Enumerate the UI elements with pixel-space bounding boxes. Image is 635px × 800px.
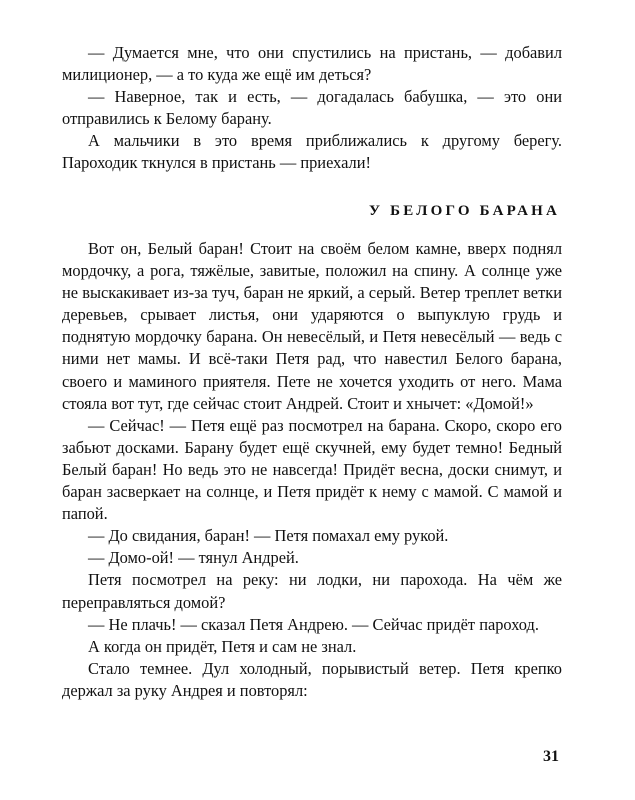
paragraph: Вот он, Белый баран! Стоит на своём белом камне, вверх поднял мордочку, а рога, тяжёлые, завитые, положил на спину. А солнце уже не выскакивает из-за туч, баран не яркий, а серый. Ветер треплет ветки деревьев, срывает листья, они ударяются о выпуклую грудь и поднятую мордочку барана. Он невесёлый, и Петя невесёлый — ведь с ними нет мамы. И всё-таки Петя рад, что навестил Белого барана, своего и маминого приятеля. Пете не хочется уходить от него. Мама стояла вот тут, где сейчас стоит Андрей. Стоит и хнычет: «Домой!»	[62, 239, 562, 413]
paragraph: — Сейчас! — Петя ещё раз посмотрел на барана. Скоро, скоро его забьют досками. Барану будет ещё скучней, ему будет темно! Бедный Белый баран! Но ведь это не навсегда! Придёт весна, доски снимут, и баран засверкает на солнце, и Петя придёт к нему с мамой. С мамой и папой.	[62, 415, 562, 524]
paragraph: — До свидания, баран! — Петя помахал ему рукой.	[88, 526, 449, 546]
section-title: У БЕЛОГО БАРАНА	[368, 203, 560, 219]
paragraph: — Наверное, так и есть, — догадалась бабушка, — это они отправились к Белому барану.	[62, 87, 562, 129]
section-body-text	[62, 238, 562, 702]
paragraph: А мальчики в это время приближались к другому берегу. Пароходик ткнулся в пристань — приехали!	[62, 131, 562, 173]
paragraph: — Думается мне, что они спустились на пристань, — добавил милиционер, — а то куда же ещё им деться?	[62, 43, 562, 85]
page-number: 31	[543, 748, 559, 765]
paragraph: — Не плачь! — сказал Петя Андрею. — Сейчас придёт пароход.	[88, 614, 539, 634]
paragraph: Стало темнее. Дул холодный, порывистый ветер. Петя крепко держал за руку Андрея и повторял:	[62, 658, 562, 700]
paragraph: — Домо-ой! — тянул Андрей.	[88, 548, 299, 568]
previous-section-text	[62, 42, 562, 175]
paragraph: А когда он придёт, Петя и сам не знал.	[88, 636, 357, 656]
paragraph: Петя посмотрел на реку: ни лодки, ни парохода. На чём же переправляться домой?	[62, 570, 562, 612]
